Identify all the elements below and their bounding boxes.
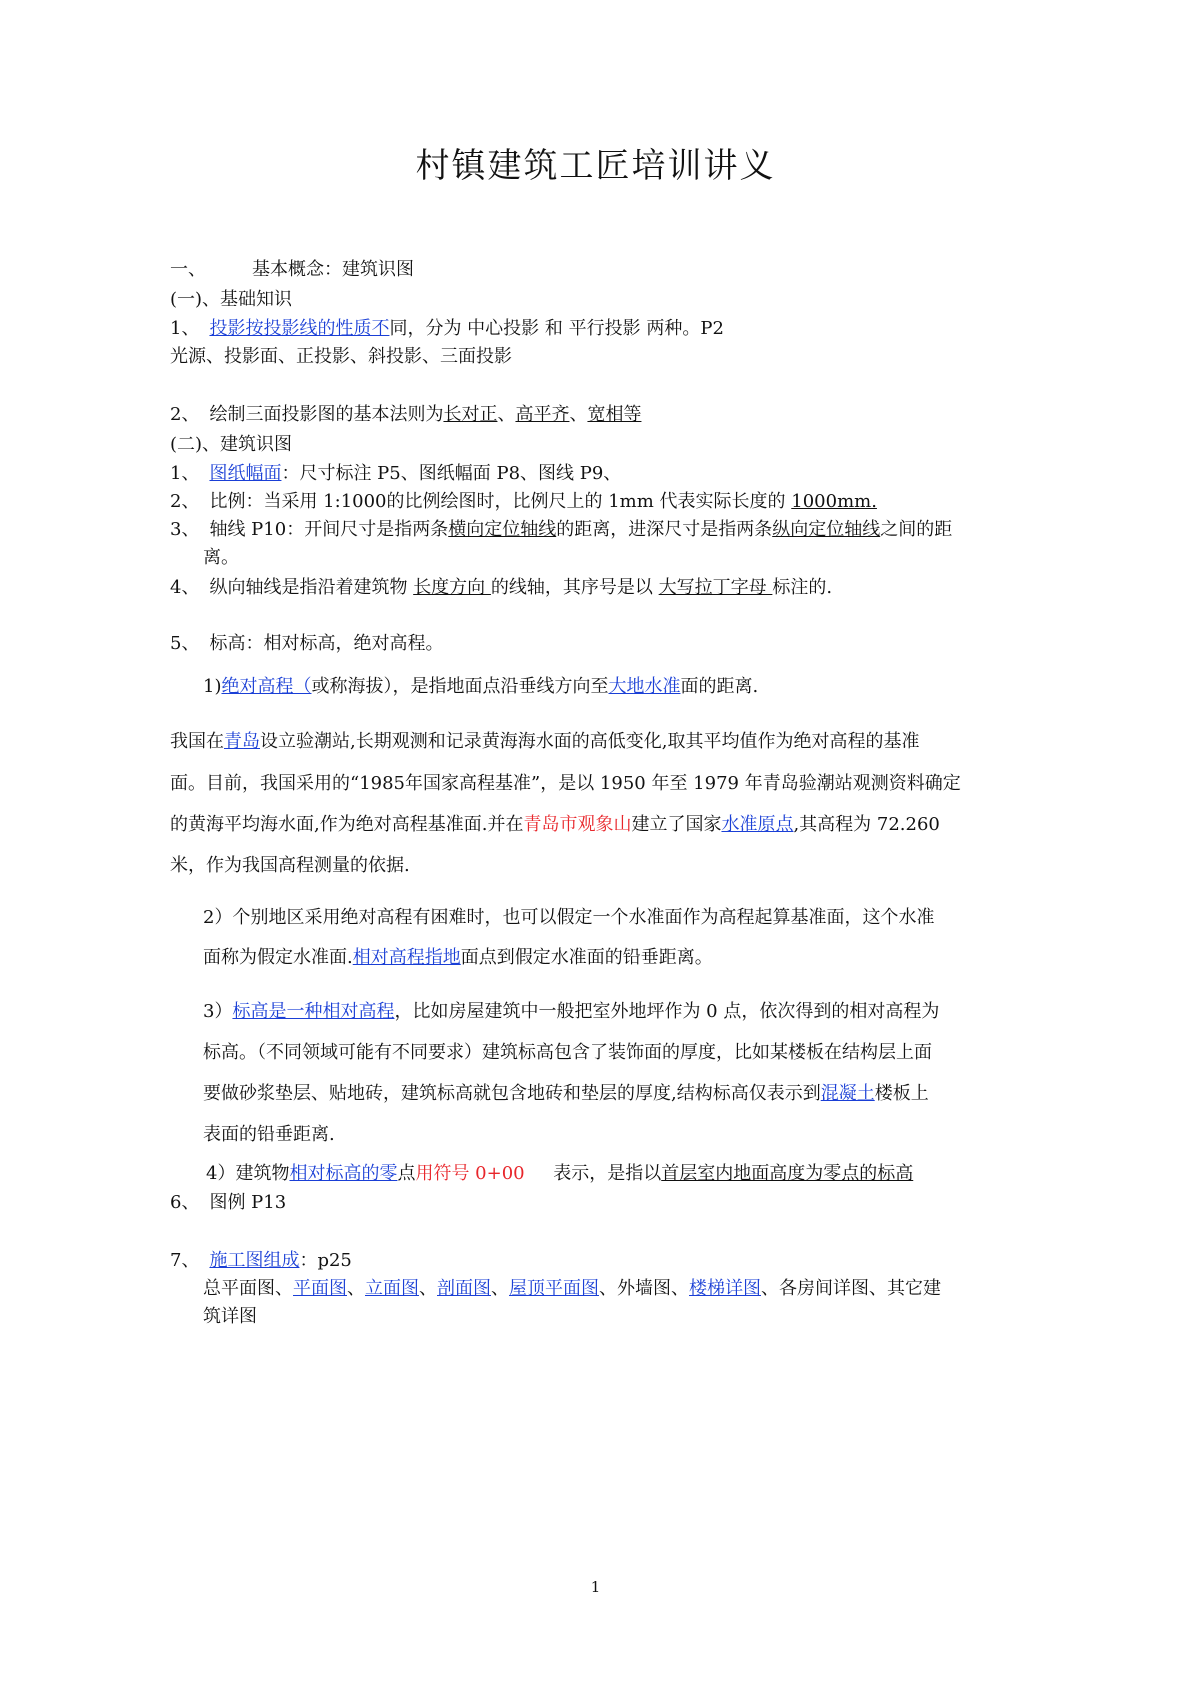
relative-elevation-link[interactable]: 相对高程指地 xyxy=(352,947,461,968)
section-number: 一、 xyxy=(170,259,206,280)
paragraph-line: 的黄海平均海水面,作为绝对高程基准面.并在青岛市观象山建立了国家水准原点,其高程为 72.260 xyxy=(170,814,940,835)
list-item: 4、 纵向轴线是指沿着建筑物 长度方向 的线轴，其序号是以 大写拉丁字母 标注的. xyxy=(170,577,833,598)
list-item: 1、 投影按投影线的性质不同，分为 中心投影 和 平行投影 两种。P2 xyxy=(170,318,724,339)
section-drawing-link[interactable]: 剖面图 xyxy=(437,1278,491,1299)
construction-drawings-link[interactable]: 施工图组成 xyxy=(209,1250,300,1271)
list-item-continuation: 光源、投影面、正投影、斜投影、三面投影 xyxy=(170,346,512,367)
paragraph-line: 面。目前，我国采用的“1985年国家高程基准”，是以 1950 年至 1979 年青岛验潮站观测资料确定 xyxy=(170,773,961,794)
list-item-continuation: 离。 xyxy=(203,547,239,568)
plan-link[interactable]: 平面图 xyxy=(293,1278,347,1299)
elevation-item-line: 要做砂浆垫层、贴地砖，建筑标高就包含地砖和垫层的厚度,结构标高仅表示到混凝土楼板上 xyxy=(203,1083,929,1104)
paragraph-line: 米，作为我国高程测量的依据. xyxy=(170,855,410,876)
elevation-item: 4）建筑物相对标高的零点用符号 0+00 表示，是指以首层室内地面高度为零点的标高 xyxy=(206,1163,914,1184)
elevation-item: 1)绝对高程（或称海拔），是指地面点沿垂线方向至大地水准面的距离. xyxy=(203,676,759,697)
list-item: 2、 绘制三面投影图的基本法则为长对正、高平齐、宽相等 xyxy=(170,404,642,425)
elevation-drawing-link[interactable]: 立面图 xyxy=(365,1278,419,1299)
list-item: 1、 图纸幅面：尺寸标注 P5、图纸幅面 P8、图线 P9、 xyxy=(170,463,622,484)
list-item: 7、 施工图组成：p25 xyxy=(170,1250,352,1271)
projection-link[interactable]: 投影按投影线的性质不 xyxy=(209,318,390,339)
qingdao-link[interactable]: 青岛 xyxy=(224,731,260,752)
section-title: 基本概念：建筑识图 xyxy=(252,259,414,280)
subsection-heading: (一)、基础知识 xyxy=(170,289,293,310)
list-item: 5、 标高：相对标高，绝对高程。 xyxy=(170,633,444,654)
elevation-item: 2）个别地区采用绝对高程有困难时，也可以假定一个水准面作为高程起算基准面，这个水准 xyxy=(203,907,935,928)
stair-detail-link[interactable]: 楼梯详图 xyxy=(689,1278,761,1299)
drawings-list-continuation: 筑详图 xyxy=(203,1306,257,1327)
elevation-item-line: 标高。（不同领域可能有不同要求）建筑标高包含了装饰面的厚度，比如某楼板在结构层上面 xyxy=(203,1042,932,1063)
page-number: 1 xyxy=(590,1578,601,1596)
list-item: 6、 图例 P13 xyxy=(170,1192,287,1213)
concrete-link[interactable]: 混凝土 xyxy=(820,1083,875,1104)
roof-plan-link[interactable]: 屋顶平面图 xyxy=(509,1278,599,1299)
elevation-item-line: 面称为假定水准面.相对高程指地面点到假定水准面的铅垂距离。 xyxy=(203,947,713,968)
drawings-list: 总平面图、平面图、立面图、剖面图、屋顶平面图、外墙图、楼梯详图、各房间详图、其它建 xyxy=(203,1278,941,1299)
paragraph-line: 我国在青岛设立验潮站,长期观测和记录黄海海水面的高低变化,取其平均值作为绝对高程的基准 xyxy=(170,731,920,752)
section-heading xyxy=(170,258,414,282)
drawing-size-link[interactable]: 图纸幅面 xyxy=(209,463,282,484)
absolute-elevation-link[interactable]: 绝对高程（ xyxy=(221,676,312,697)
document-title: 村镇建筑工匠培训讲义 xyxy=(415,146,776,186)
elevation-item: 3）标高是一种相对高程，比如房屋建筑中一般把室外地坪作为 0 点，依次得到的相对高程为 xyxy=(203,1001,940,1022)
level-definition-link[interactable]: 标高是一种相对高程 xyxy=(232,1001,395,1022)
list-item: 2、 比例：当采用 1:1000的比例绘图时，比例尺上的 1mm 代表实际长度的 1000mm. xyxy=(170,491,877,512)
geoid-link[interactable]: 大地水准 xyxy=(608,676,681,697)
list-item: 3、 轴线 P10：开间尺寸是指两条横向定位轴线的距离，进深尺寸是指两条纵向定位轴线之间的距 xyxy=(170,519,953,540)
relative-zero-link[interactable]: 相对标高的零 xyxy=(289,1163,398,1184)
elevation-item-line: 表面的铅垂距离. xyxy=(203,1124,335,1145)
benchmark-origin-link[interactable]: 水准原点 xyxy=(721,814,794,835)
subsection-heading: (二)、建筑识图 xyxy=(170,434,293,455)
